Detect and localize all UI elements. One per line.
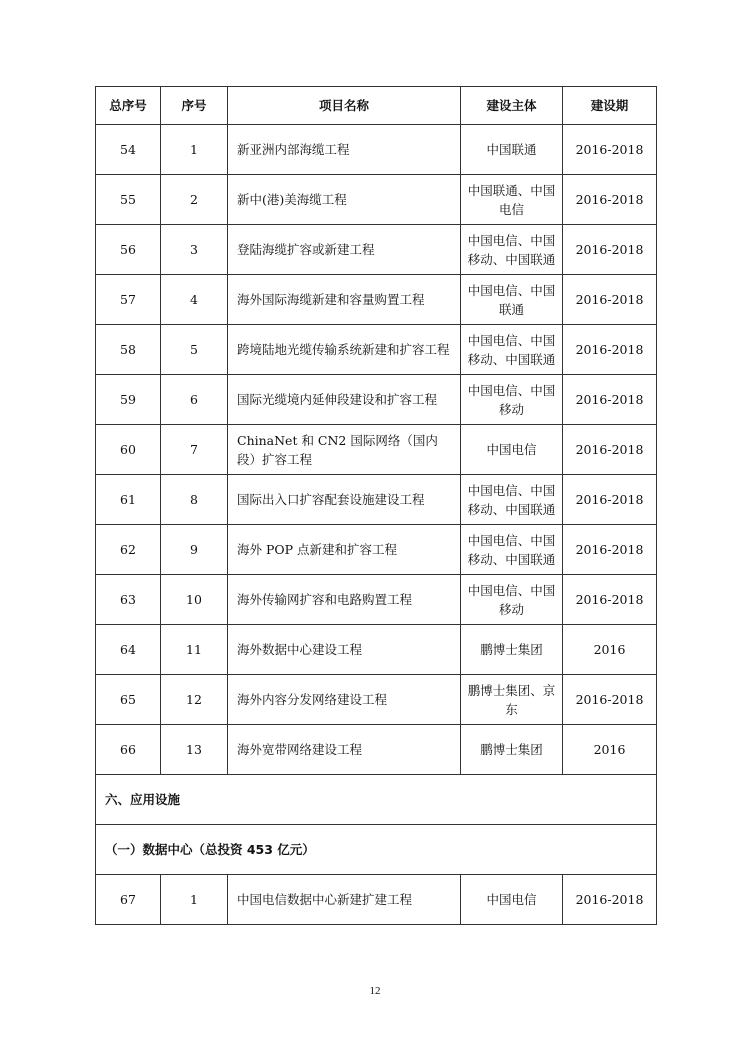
cell-period: 2016 [563, 625, 657, 675]
section-row [96, 775, 657, 825]
header-project-name: 项目名称 [228, 87, 461, 125]
cell-project-name: 海外传输网扩容和电路购置工程 [228, 575, 461, 625]
table-row [96, 425, 657, 475]
cell-seq-no: 11 [161, 625, 228, 675]
cell-project-name: 国际出入口扩容配套设施建设工程 [228, 475, 461, 525]
cell-owner: 中国电信、中国联通 [461, 275, 563, 325]
header-owner: 建设主体 [461, 87, 563, 125]
cell-project-name: 跨境陆地光缆传输系统新建和扩容工程 [228, 325, 461, 375]
cell-total-no: 54 [96, 125, 161, 175]
cell-total-no: 60 [96, 425, 161, 475]
cell-period: 2016-2018 [563, 575, 657, 625]
cell-seq-no: 12 [161, 675, 228, 725]
table-row [96, 225, 657, 275]
cell-seq-no: 2 [161, 175, 228, 225]
cell-owner: 中国电信、中国移动、中国联通 [461, 525, 563, 575]
cell-period: 2016 [563, 725, 657, 775]
cell-seq-no: 8 [161, 475, 228, 525]
table-row [96, 575, 657, 625]
subsection-row [96, 825, 657, 875]
cell-project-name: 新中(港)美海缆工程 [228, 175, 461, 225]
cell-project-name: 海外宽带网络建设工程 [228, 725, 461, 775]
table-row [96, 725, 657, 775]
cell-owner: 中国电信 [461, 425, 563, 475]
cell-project-name: 海外 POP 点新建和扩容工程 [228, 525, 461, 575]
cell-seq-no: 6 [161, 375, 228, 425]
cell-owner: 中国电信、中国移动、中国联通 [461, 225, 563, 275]
table-row [96, 175, 657, 225]
header-period: 建设期 [563, 87, 657, 125]
cell-period: 2016-2018 [563, 525, 657, 575]
cell-seq-no: 3 [161, 225, 228, 275]
cell-seq-no: 10 [161, 575, 228, 625]
cell-project-name: 海外内容分发网络建设工程 [228, 675, 461, 725]
cell-period: 2016-2018 [563, 425, 657, 475]
cell-seq-no: 7 [161, 425, 228, 475]
cell-owner: 中国电信、中国移动、中国联通 [461, 475, 563, 525]
cell-total-no: 67 [96, 875, 161, 925]
cell-total-no: 59 [96, 375, 161, 425]
cell-seq-no: 1 [161, 875, 228, 925]
cell-owner: 中国联通 [461, 125, 563, 175]
cell-owner: 中国电信、中国移动 [461, 575, 563, 625]
cell-project-name: 新亚洲内部海缆工程 [228, 125, 461, 175]
cell-project-name: ChinaNet 和 CN2 国际网络（国内段）扩容工程 [228, 425, 461, 475]
table-row [96, 125, 657, 175]
cell-total-no: 62 [96, 525, 161, 575]
cell-owner: 鹏博士集团 [461, 725, 563, 775]
cell-total-no: 65 [96, 675, 161, 725]
cell-period: 2016-2018 [563, 475, 657, 525]
cell-total-no: 58 [96, 325, 161, 375]
cell-period: 2016-2018 [563, 175, 657, 225]
project-table [95, 86, 657, 925]
cell-total-no: 55 [96, 175, 161, 225]
cell-total-no: 66 [96, 725, 161, 775]
table-row [96, 525, 657, 575]
cell-project-name: 登陆海缆扩容或新建工程 [228, 225, 461, 275]
cell-period: 2016-2018 [563, 275, 657, 325]
cell-seq-no: 4 [161, 275, 228, 325]
subsection-heading: （一）数据中心（总投资 453 亿元） [96, 825, 657, 875]
table-row [96, 475, 657, 525]
cell-owner: 中国电信、中国移动 [461, 375, 563, 425]
cell-owner: 鹏博士集团 [461, 625, 563, 675]
table-row [96, 375, 657, 425]
cell-seq-no: 5 [161, 325, 228, 375]
cell-period: 2016-2018 [563, 875, 657, 925]
cell-period: 2016-2018 [563, 325, 657, 375]
page-number: 12 [369, 985, 381, 997]
header-total-no: 总序号 [96, 87, 161, 125]
cell-project-name: 海外数据中心建设工程 [228, 625, 461, 675]
table-row [96, 675, 657, 725]
cell-project-name: 海外国际海缆新建和容量购置工程 [228, 275, 461, 325]
cell-period: 2016-2018 [563, 375, 657, 425]
cell-period: 2016-2018 [563, 125, 657, 175]
cell-owner: 中国联通、中国电信 [461, 175, 563, 225]
cell-total-no: 64 [96, 625, 161, 675]
cell-seq-no: 13 [161, 725, 228, 775]
cell-total-no: 63 [96, 575, 161, 625]
cell-project-name: 中国电信数据中心新建扩建工程 [228, 875, 461, 925]
section-body [96, 775, 657, 875]
table-body [96, 125, 657, 775]
cell-owner: 鹏博士集团、京东 [461, 675, 563, 725]
cell-owner: 中国电信、中国移动、中国联通 [461, 325, 563, 375]
section-heading: 六、应用设施 [96, 775, 657, 825]
table-row [96, 625, 657, 675]
cell-total-no: 57 [96, 275, 161, 325]
cell-total-no: 56 [96, 225, 161, 275]
cell-seq-no: 9 [161, 525, 228, 575]
table-row [96, 875, 657, 925]
table-row [96, 275, 657, 325]
table-header-row [96, 87, 657, 125]
table-row [96, 325, 657, 375]
header-seq-no: 序号 [161, 87, 228, 125]
table-body-after [96, 875, 657, 925]
cell-project-name: 国际光缆境内延伸段建设和扩容工程 [228, 375, 461, 425]
cell-period: 2016-2018 [563, 675, 657, 725]
cell-total-no: 61 [96, 475, 161, 525]
cell-seq-no: 1 [161, 125, 228, 175]
cell-owner: 中国电信 [461, 875, 563, 925]
cell-period: 2016-2018 [563, 225, 657, 275]
